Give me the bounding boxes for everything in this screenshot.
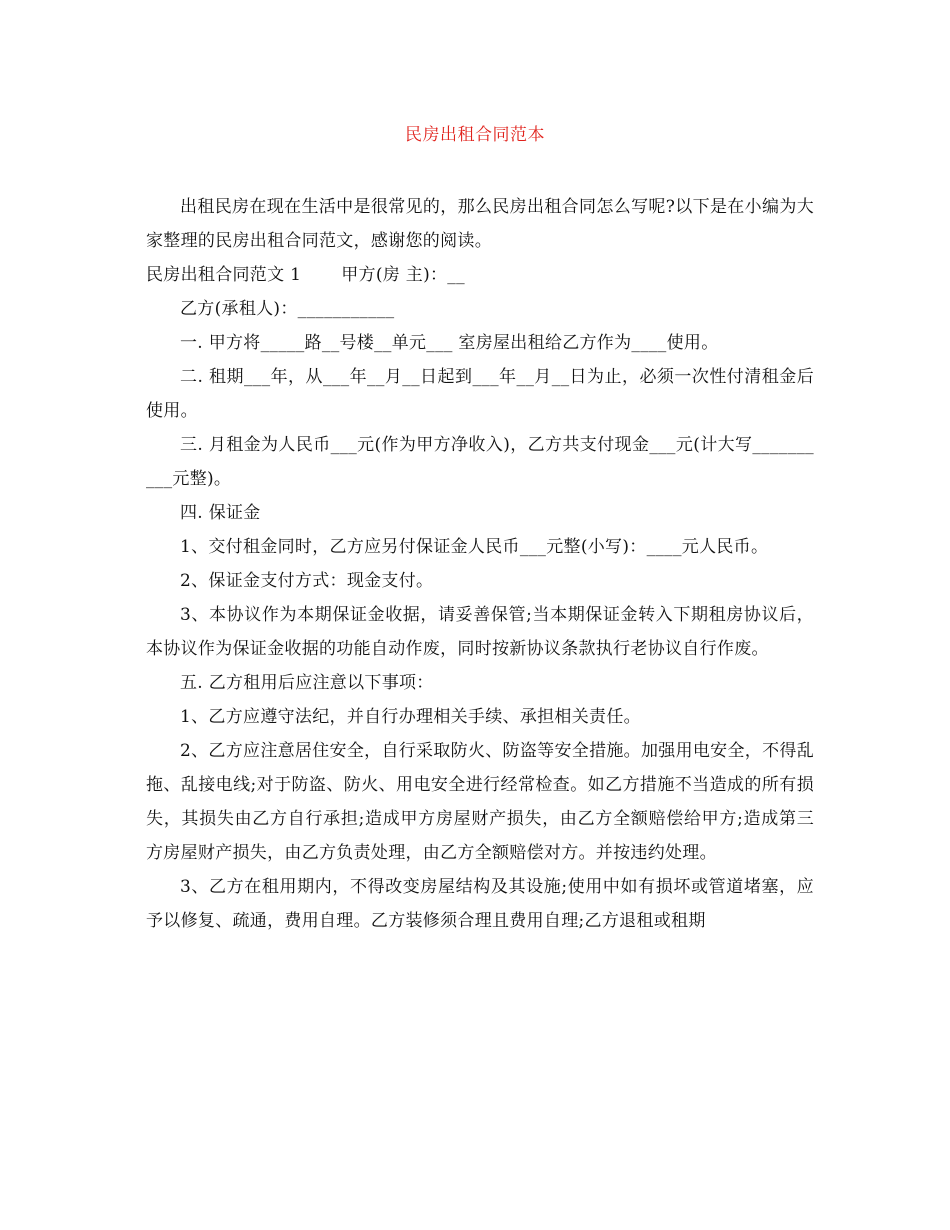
clause-4-item-2: 2、保证金支付方式：现金支付。 [180,571,434,591]
clause-4-item-1: 1、交付租金同时，乙方应另付保证金人民币___元整(小写)：____元人民币。 [180,537,769,557]
section-heading: 民房出租合同范文 1 [146,265,302,285]
intro-paragraph: 出租民房在现在生活中是很常见的，那么民房出租合同怎么写呢?以下是在小编为大家整理的民房出租合同范文，感谢您的阅读。 [146,197,814,251]
clause-5-heading: 五. 乙方租用后应注意以下事项： [180,673,434,693]
clause-5-item-1: 1、乙方应遵守法纪，并自行办理相关手续、承担相关责任。 [180,707,641,727]
clause-3: 三. 月租金为人民币___元(作为甲方净收入)，乙方共支付现金___元(计大写__________元整)。 [146,435,814,489]
clause-2: 二. 租期___年，从___年__月__日起到___年__月__日为止，必须一次性付清租金后使用。 [146,367,814,421]
document-title: 民房出租合同范本 [405,125,545,145]
clause-4-item-3: 3、本协议作为本期保证金收据，请妥善保管;当本期保证金转入下期租房协议后，本协议作为保证金收据的功能自动作废，同时按新协议条款执行老协议自行作废。 [146,605,814,659]
clause-4-heading: 四. 保证金 [180,503,261,523]
clause-5-item-2: 2、乙方应注意居住安全，自行采取防火、防盗等安全措施。加强用电安全，不得乱拖、乱接电线;对于防盗、防火、用电安全进行经常检查。如乙方措施不当造成的所有损失，其损失由乙方自行承担;造成甲方房屋财产损失，由乙方全额赔偿给甲方;造成第三方房屋财产损失，由乙方负责处理，由乙方全额赔偿对方。并按违约处理。 [146,741,814,863]
heading-line [146,258,814,292]
party-a: 甲方(房 主)：__ [341,265,465,285]
clause-5-item-3: 3、乙方在租用期内，不得改变房屋结构及其设施;使用中如有损坏或管道堵塞，应予以修复、疏通，费用自理。乙方装修须合理且费用自理;乙方退租或租期 [146,877,814,931]
party-b: 乙方(承租人)：___________ [180,299,395,319]
document-body [146,190,814,938]
clause-1: 一. 甲方将_____路__号楼__单元___ 室房屋出租给乙方作为____使用。 [180,333,719,353]
